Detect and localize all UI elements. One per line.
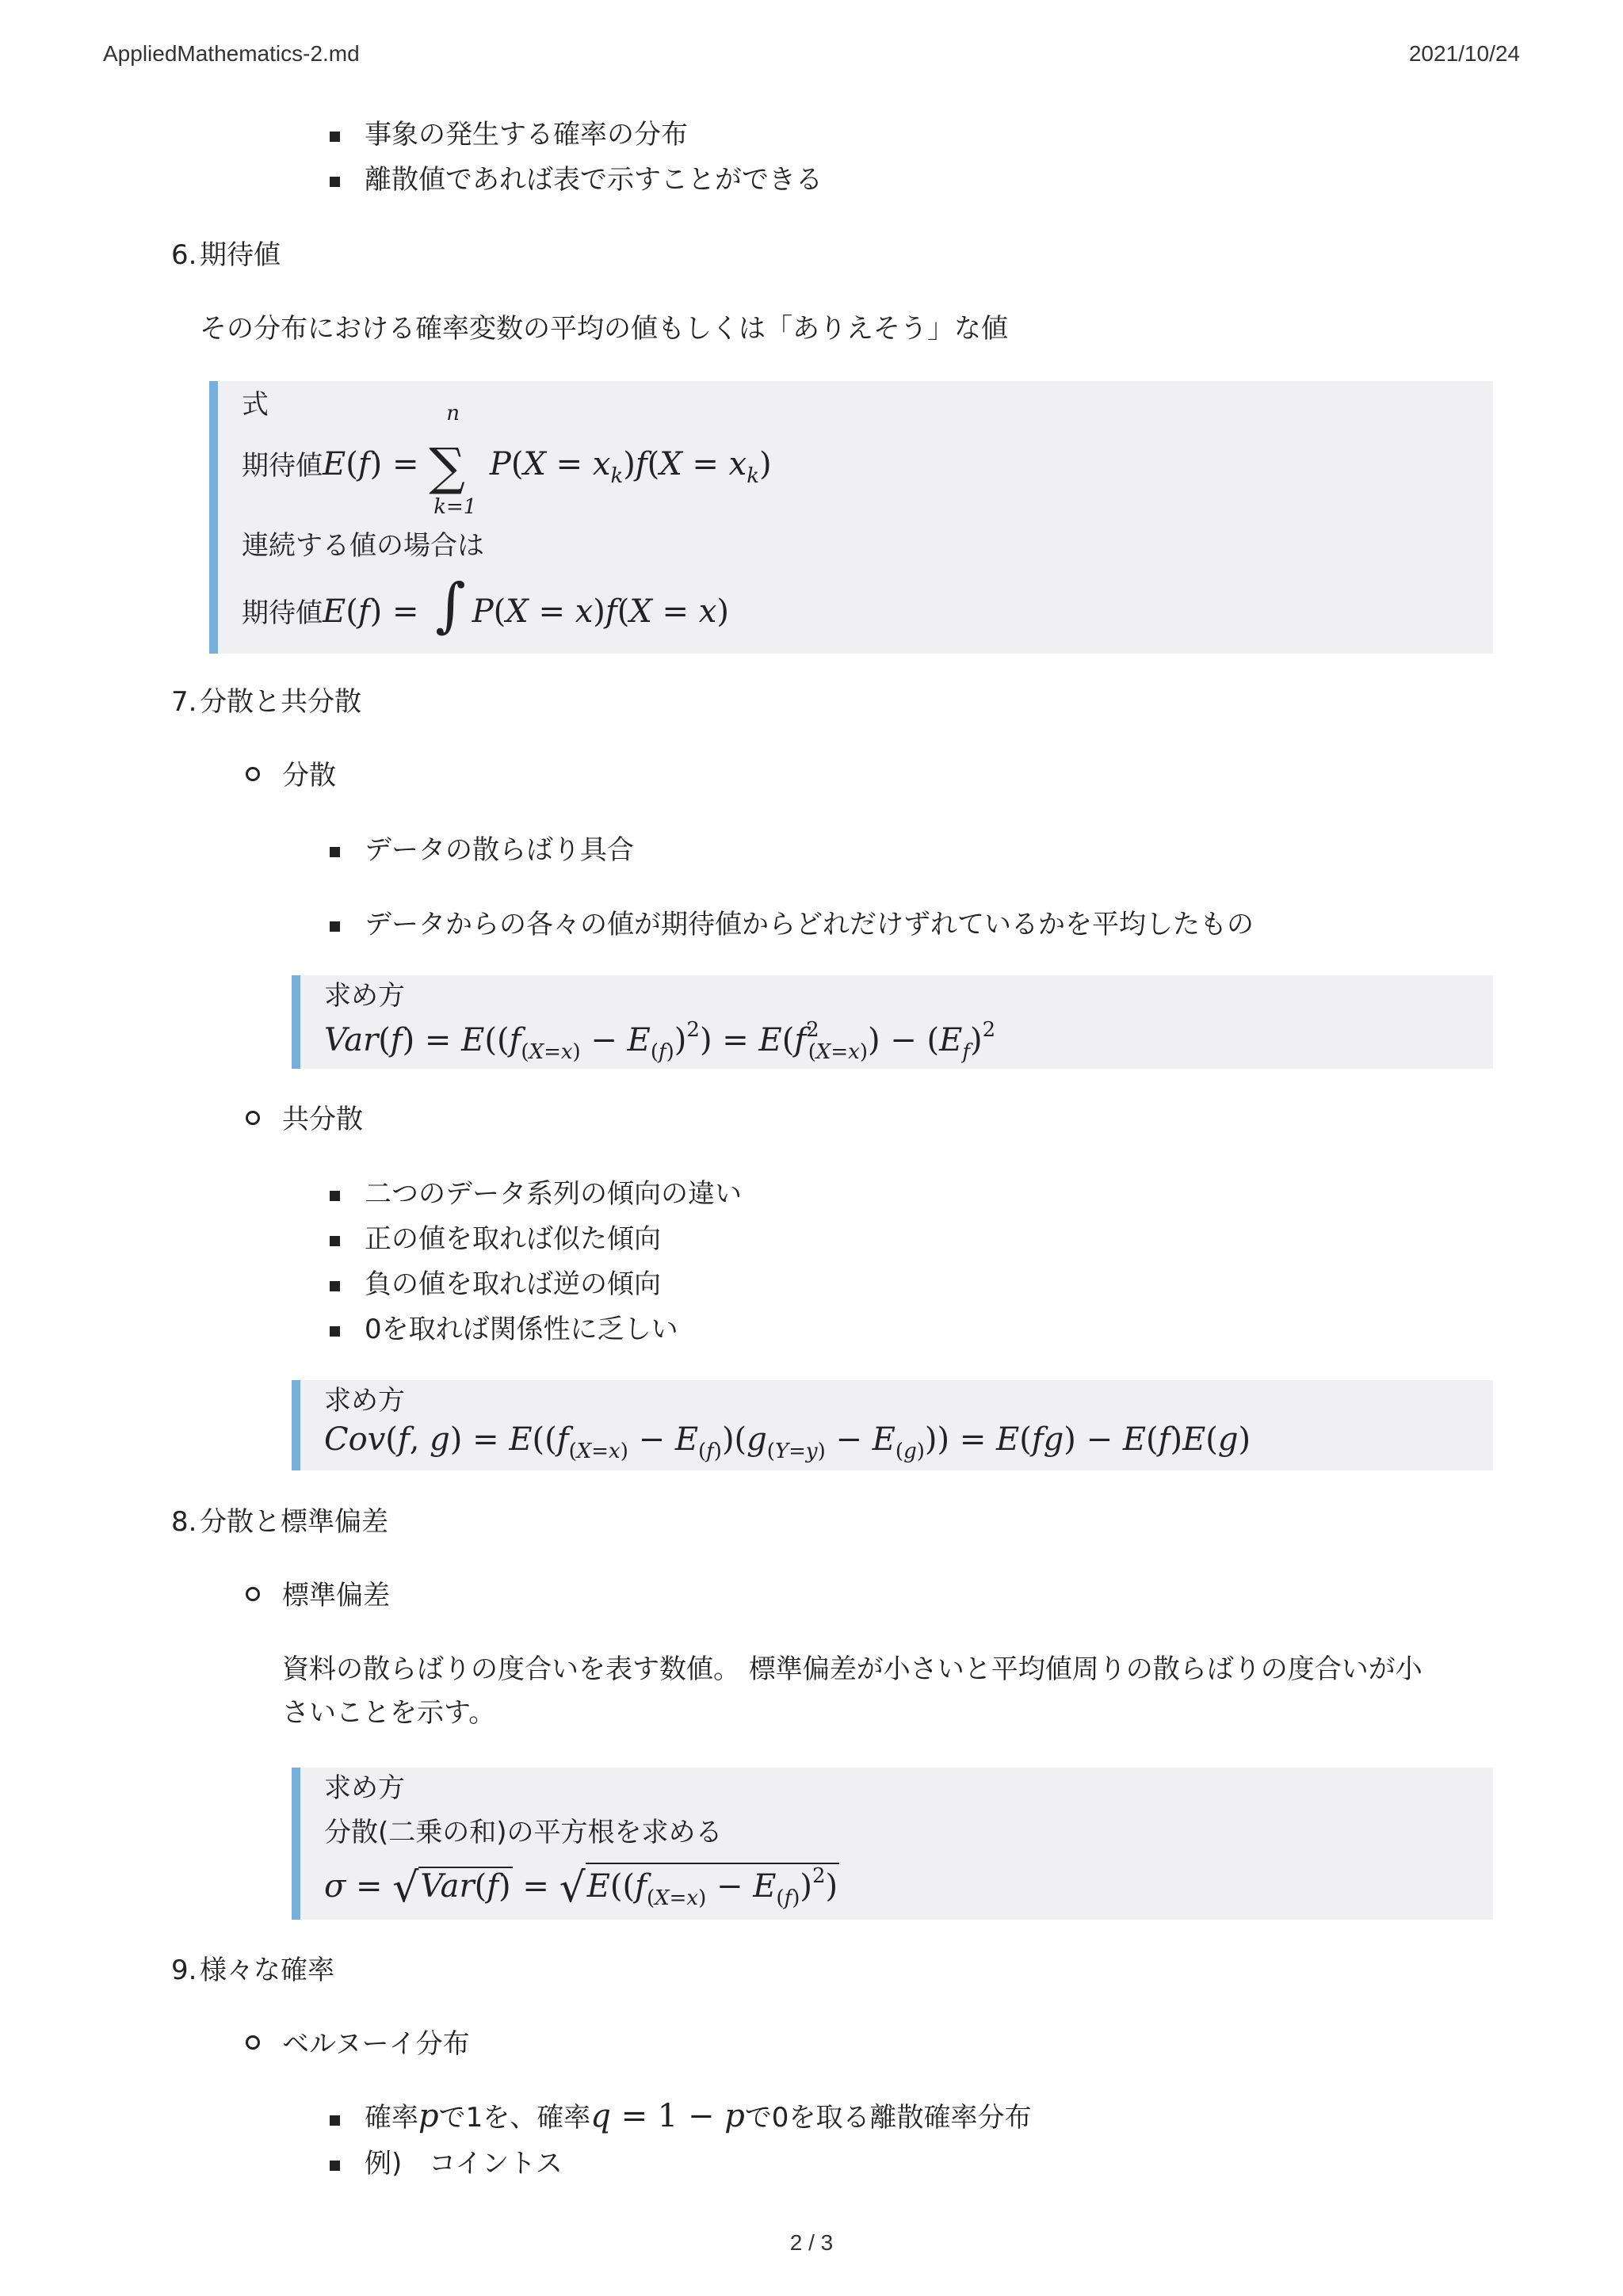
- bullet-circle-icon: [246, 1587, 260, 1601]
- list-item: データの散らばり具合: [365, 834, 634, 866]
- list-item: 確率pで1を、確率q = 1 − pで0を取る離散確率分布: [365, 2098, 1032, 2134]
- paragraph-line: 資料の散らばりの度合いを表す数値。 標準偏差が小さいと平均値周りの散らばりの度合いが小: [282, 1653, 1423, 1685]
- continuous-label: 連続する値の場合は: [242, 530, 484, 562]
- formula-quote-block: [209, 381, 1493, 654]
- formula-quote-block: [292, 975, 1493, 1069]
- bullet-circle-icon: [246, 767, 260, 781]
- document-filename: AppliedMathematics-2.md: [103, 41, 360, 66]
- quote-label: 式: [242, 389, 269, 421]
- list-item: 0を取れば関係性に乏しい: [365, 1314, 678, 1345]
- section-title: 分散と標準偏差: [200, 1506, 388, 1538]
- list-item: 負の値を取れば逆の傾向: [365, 1268, 661, 1300]
- bullet-square-icon: [330, 2161, 340, 2171]
- section-number: 9.: [171, 1955, 197, 1986]
- section-title: 様々な確率: [200, 1955, 334, 1986]
- bullet-square-icon: [330, 1191, 340, 1201]
- bullet-square-icon: [330, 177, 340, 187]
- bullet-square-icon: [330, 1281, 340, 1291]
- list-item: データからの各々の値が期待値からどれだけずれているかを平均したもの: [365, 909, 1254, 940]
- quote-label: 求め方: [324, 1385, 405, 1417]
- bullet-square-icon: [330, 847, 340, 857]
- list-item: 正の値を取れば似た傾向: [365, 1223, 661, 1255]
- bullet-square-icon: [330, 2115, 340, 2126]
- section-title: 期待値: [200, 239, 281, 271]
- bullet-square-icon: [330, 132, 340, 142]
- subsection-title: 標準偏差: [282, 1580, 390, 1611]
- bullet-square-icon: [330, 1326, 340, 1337]
- subsection-title: ベルヌーイ分布: [282, 2028, 470, 2060]
- section-description: その分布における確率変数の平均の値もしくは「ありえそう」な値: [200, 313, 1008, 345]
- list-item: 二つのデータ系列の傾向の違い: [365, 1178, 742, 1210]
- bullet-square-icon: [330, 1236, 340, 1246]
- section-number: 6.: [171, 239, 197, 271]
- section-title: 分散と共分散: [200, 686, 361, 718]
- formula-quote-block: [292, 1380, 1493, 1470]
- list-item: 例) コイントス: [365, 2148, 563, 2180]
- quote-text: 分散(二乗の和)の平方根を求める: [324, 1817, 723, 1848]
- document-date: 2021/10/24: [1408, 41, 1520, 66]
- quote-label: 求め方: [324, 1772, 405, 1804]
- section-number: 8.: [171, 1506, 197, 1538]
- subsection-title: 共分散: [282, 1104, 363, 1135]
- list-item: 離散値であれば表で示すことができる: [365, 164, 823, 196]
- page-number: 2 / 3: [789, 2230, 834, 2255]
- bullet-circle-icon: [246, 2035, 260, 2050]
- formula-quote-block: [292, 1768, 1493, 1920]
- expected-value-integral-formula: 期待値E(f) = ∫ P(X = x)f(X = x): [242, 571, 729, 639]
- quote-label: 求め方: [324, 980, 405, 1012]
- bullet-circle-icon: [246, 1111, 260, 1125]
- paragraph-line: さいことを示す。: [282, 1697, 496, 1729]
- variance-formula: $Var(f) = E((f_{(X=x)} - E_{(f)})^2) = E(f^2_{(X=x)}) - (E_f)^2$: [324, 1018, 996, 1064]
- section-number: 7.: [171, 686, 197, 718]
- expected-value-formula: 期待値E(f) = n ∑ k=1 $P(X = x_k)f(X = x_k)$: [242, 402, 772, 519]
- bullet-square-icon: [330, 921, 340, 932]
- subsection-title: 分散: [282, 760, 336, 791]
- covariance-formula: Cov(f, $g) = E((f_{(X=x)} - E_{(f)})(g_{(Y=y)} - E_{(g)})) = E(fg) - E(f)E(g)$: [324, 1421, 1251, 1463]
- std-dev-formula: $\sigma = √Var(f) = √E((f_{(X=x)} - E_{(f)})^2)$: [324, 1864, 838, 1912]
- list-item: 事象の発生する確率の分布: [365, 119, 688, 151]
